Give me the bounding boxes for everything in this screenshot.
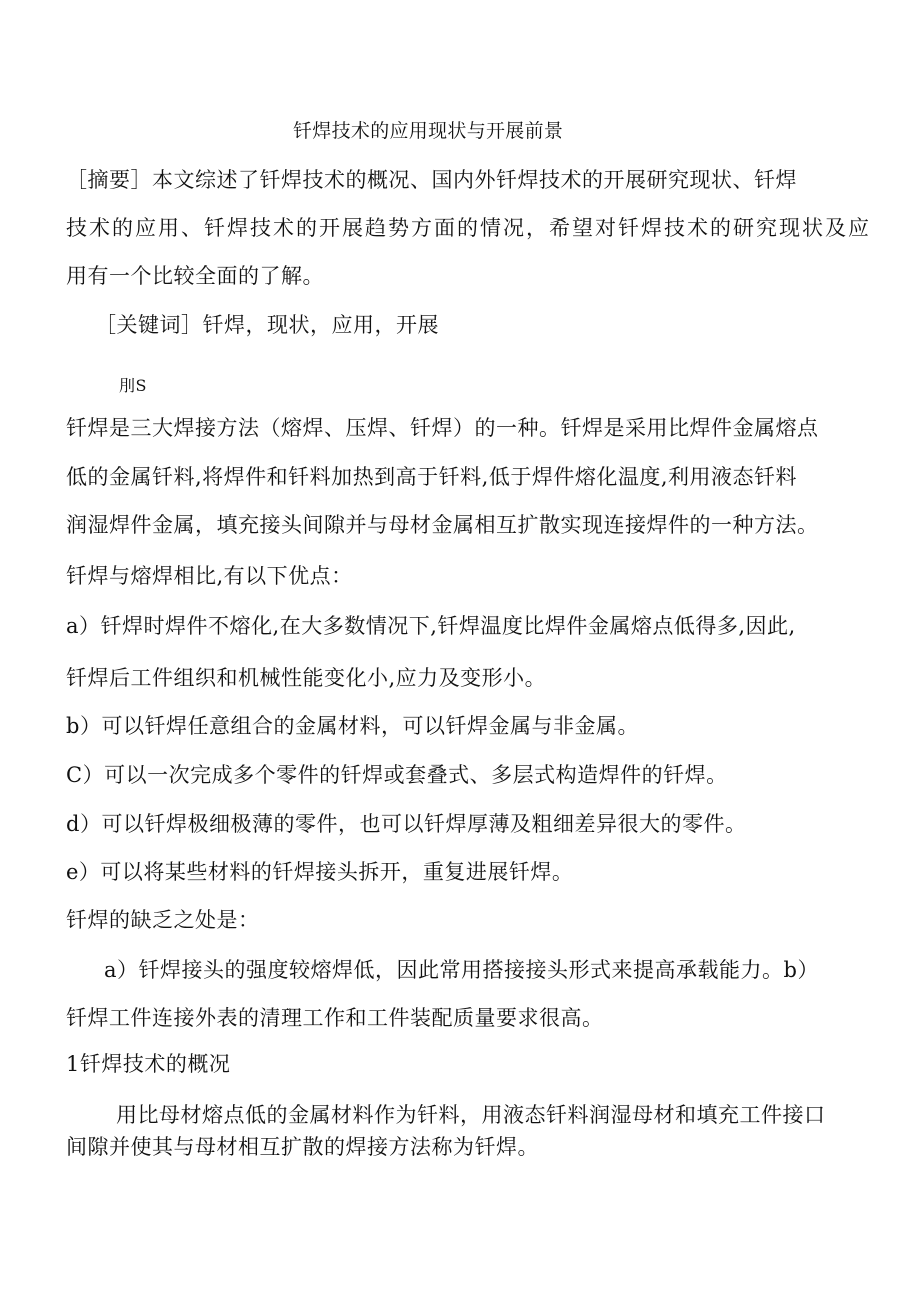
section-1-heading: 1钎焊技术的概况 xyxy=(66,1052,231,1076)
disadvantage-line-1: a）钎焊接头的强度较熔焊低，因此常用搭接接头形式来提高承载能力。b） xyxy=(104,958,819,982)
intro-line-1: 钎焊是三大焊接方法（熔焊、压焊、钎焊）的一种。钎焊是采用比焊件金属熔点 xyxy=(66,416,819,440)
advantage-b: b）可以钎焊任意组合的金属材料，可以钎焊金属与非金属。 xyxy=(66,714,639,738)
section-1-line-1: 用比母材熔点低的金属材料作为钎料，用液态钎料润湿母材和填充工件接口 xyxy=(116,1103,826,1127)
disadvantages-intro: 钎焊的缺乏之处是： xyxy=(66,908,260,932)
intro-line-2: 低的金属钎料,将焊件和钎料加热到高于钎料,低于焊件熔化温度,利用液态钎料 xyxy=(66,465,798,489)
advantage-e: e）可以将某些材料的钎焊接头拆开，重复进展钎焊。 xyxy=(66,860,574,884)
abstract-line-1: ［摘要］本文综述了钎焊技术的概况、国内外钎焊技术的开展研究现状、钎焊 xyxy=(66,168,797,192)
abstract-line-3: 用有一个比较全面的了解。 xyxy=(66,264,324,288)
disadvantage-line-2: 钎焊工件连接外表的清理工作和工件装配质量要求很高。 xyxy=(66,1006,604,1030)
keywords: ［关键词］钎焊，现状，应用，开展 xyxy=(95,313,439,337)
document-title: 钎焊技术的应用现状与开展前景 xyxy=(293,120,564,142)
advantage-c: C）可以一次完成多个零件的钎焊或套叠式、多层式构造焊件的钎焊。 xyxy=(66,763,728,787)
advantages-intro: 钎焊与熔焊相比,有以下优点： xyxy=(66,564,353,588)
intro-line-3: 润湿焊件金属，填充接头间隙并与母材金属相互扩散实现连接焊件的一种方法。 xyxy=(66,513,819,537)
preface-heading: 刖S xyxy=(119,376,147,395)
advantage-d: d）可以钎焊极细极薄的零件，也可以钎焊厚薄及粗细差异很大的零件。 xyxy=(66,812,747,836)
advantage-a-line-2: 钎焊后工件组织和机械性能变化小,应力及变形小。 xyxy=(66,666,547,690)
abstract-line-2: 技术的应用、钎焊技术的开展趋势方面的情况，希望对钎焊技术的研究现状及应 xyxy=(66,216,871,240)
advantage-a-line-1: a）钎焊时焊件不熔化,在大多数情况下,钎焊温度比焊件金属熔点低得多,因此, xyxy=(66,614,796,638)
section-1-line-2: 间隙并使其与母材相互扩散的焊接方法称为钎焊。 xyxy=(66,1135,539,1159)
